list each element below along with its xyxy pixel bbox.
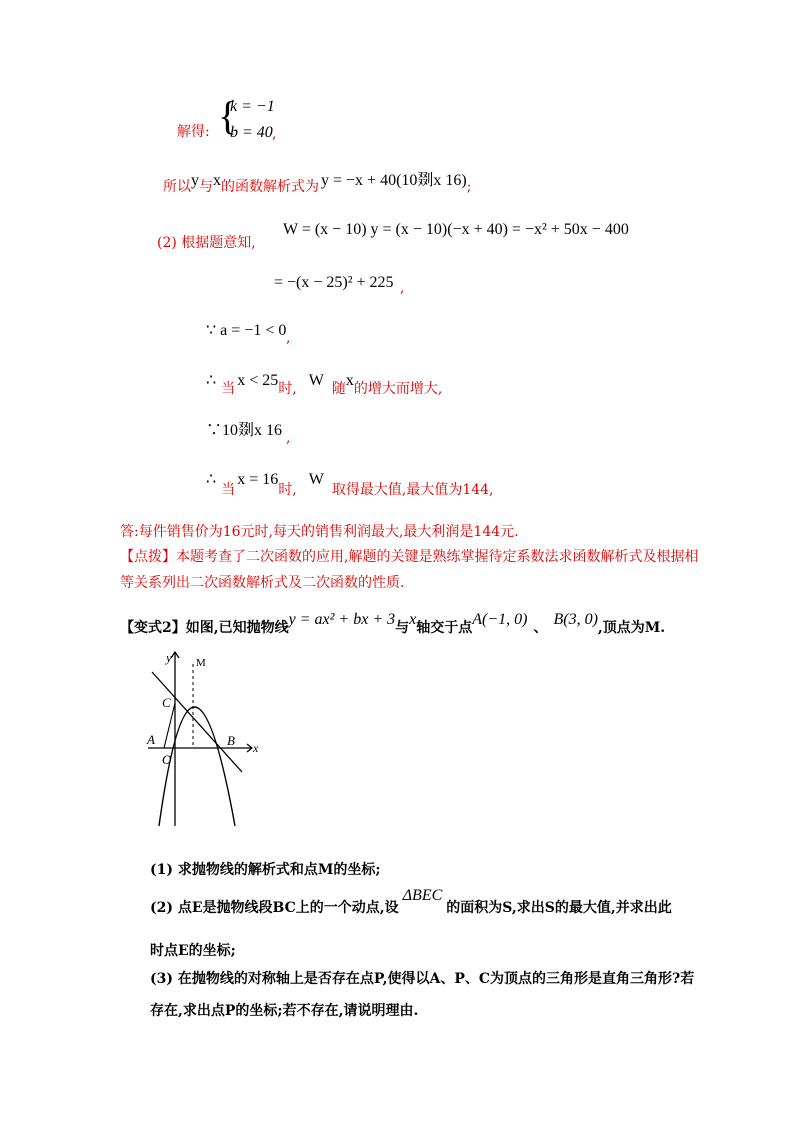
because-a: ∵ a = −1 < 0: [206, 322, 287, 339]
x-var: x: [213, 172, 221, 189]
question-2-line-2: 时点E的坐标;: [150, 943, 236, 959]
variant-end: ,顶点为M.: [597, 620, 666, 636]
suoyi-prefix: 所以: [163, 179, 191, 195]
comma-4: ,: [286, 430, 291, 446]
therefore-line-2: [206, 469, 494, 498]
point-b: B(3, 0): [553, 611, 598, 628]
point-a: A(−1, 0): [472, 611, 528, 628]
question-2-line-1: [150, 887, 672, 917]
semicolon: ;: [466, 179, 472, 195]
question-3-line-1: (3) 在抛物线的对称轴上是否存在点P,使得以A、P、C为顶点的三角形是直角三角形?若: [150, 971, 695, 987]
increase-text: 的增大而增大,: [353, 381, 443, 397]
system-eq-k: k = −1: [230, 98, 275, 115]
dianbo-line-2: 等关系列出二次函数解析式及二次函数的性质.: [120, 575, 405, 591]
variant-yu: 与: [395, 620, 410, 636]
part2-label: (2) 根据题意知,: [157, 235, 256, 251]
y-var: y: [191, 172, 199, 189]
variant-mid: 轴交于点: [416, 620, 473, 636]
x-lt-25: x < 25: [237, 372, 279, 389]
dang-2: 当: [221, 482, 236, 498]
system-eq-b: b = 40: [230, 124, 273, 141]
dianbo-line-1: 【点拨】本题考查了二次函数的应用,解题的关键是熟练掌握待定系数法求函数解析式及根据相: [120, 549, 699, 565]
dang-1: 当: [221, 381, 236, 397]
w-expression: W = (x − 10) y = (x − 10)(−x + 40) = −x² + 50x − 400: [283, 221, 629, 238]
label-o: O: [162, 752, 172, 767]
jiede-label: 解得:: [177, 124, 210, 140]
therefore-symbol-2: ∴: [206, 471, 217, 488]
yu-x: 与: [199, 179, 213, 195]
q2-triangle: ΔBEC: [402, 887, 443, 904]
therefore-line-1: [206, 370, 443, 397]
shi-1: 时,: [278, 381, 297, 397]
because-range: ∵10剟x 16: [206, 422, 283, 439]
question-3-line-2: 存在,求出点P的坐标;若不存在,请说明理由.: [150, 1003, 419, 1019]
label-x: x: [253, 741, 259, 755]
comma-1: ,: [272, 126, 277, 142]
x-axis-var: x: [409, 611, 417, 628]
max-text: 取得最大值,最大值为144,: [331, 482, 494, 498]
comma-3: ,: [286, 330, 291, 346]
parabola-figure: [140, 648, 270, 828]
question-1: (1) 求抛物线的解析式和点M的坐标;: [150, 862, 381, 878]
w-expression-vertex: = −(x − 25)² + 225: [274, 274, 394, 291]
x-var-2: x: [345, 372, 354, 389]
q2-prefix: (2) 点E是抛物线段BC上的一个动点,设: [150, 900, 399, 916]
comma-2: ,: [400, 280, 405, 296]
sui: 随: [331, 381, 346, 397]
shi-2: 时,: [278, 482, 297, 498]
func-expr: y = −x + 40(10剟x 16): [321, 172, 467, 189]
variant-intro: [120, 611, 666, 637]
label-y: y: [166, 650, 172, 665]
func-text: 的函数解析式为: [221, 179, 319, 195]
therefore-symbol-1: ∴: [206, 372, 217, 389]
label-b: B: [227, 733, 235, 748]
func-line: [163, 173, 471, 196]
parabola-expr: y = ax² + bx + 3: [288, 611, 396, 628]
label-a: A: [147, 732, 155, 747]
x-eq-16: x = 16: [237, 471, 279, 488]
q2-suffix: 的面积为S,求出S的最大值,并求出此: [446, 900, 672, 916]
system-brace: {: [218, 93, 238, 138]
label-m: M: [196, 657, 206, 669]
answer-line: 答:每件销售价为16元时,每天的销售利润最大,最大利润是144元.: [120, 524, 519, 540]
w-var-1: W: [308, 372, 324, 389]
variant-prefix: 【变式2】如图,已知抛物线: [120, 620, 289, 636]
w-var-2: W: [308, 471, 324, 488]
dun: 、: [533, 620, 548, 636]
label-c: C: [162, 695, 171, 710]
